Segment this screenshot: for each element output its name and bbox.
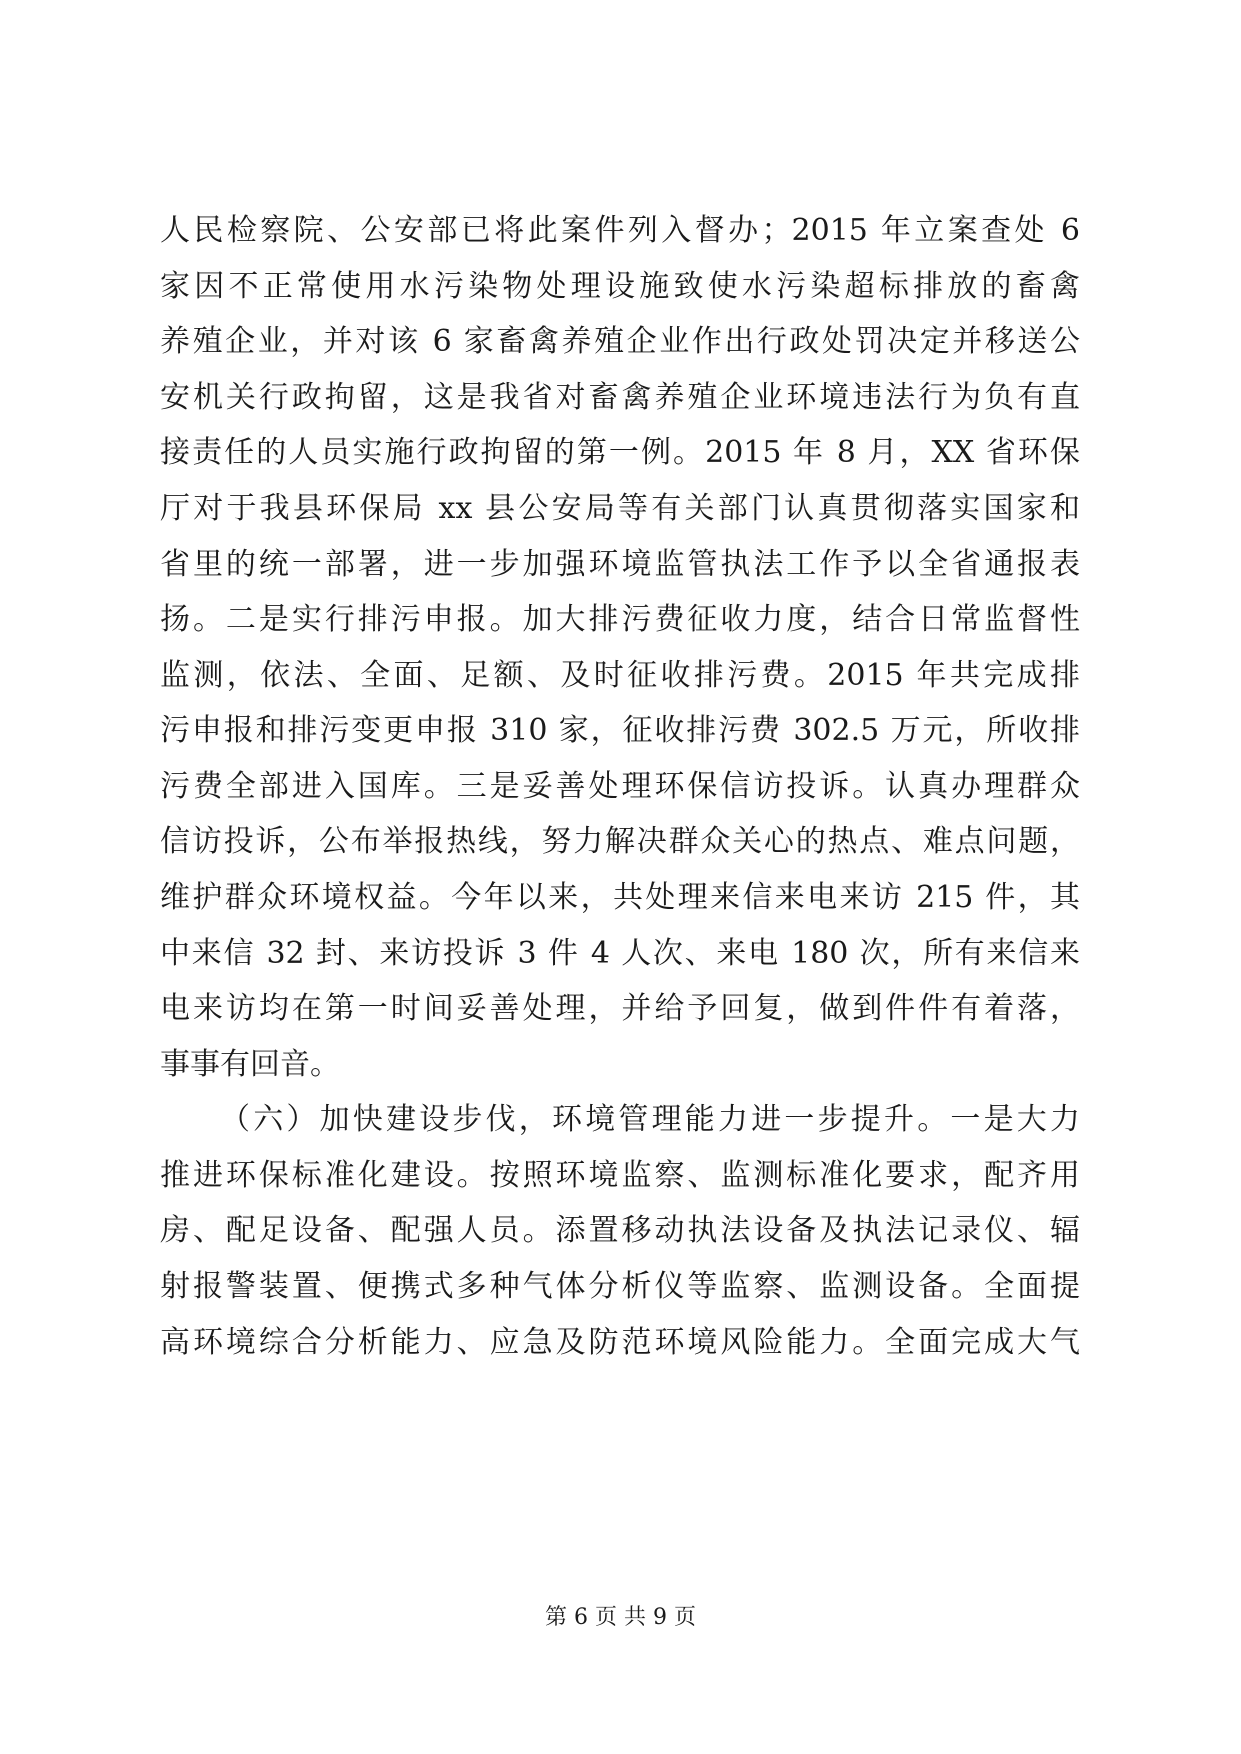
body-text-line-12: 信访投诉，公布举报热线，努力解决群众关心的热点、难点问题， (160, 824, 1080, 859)
body-text-line-21: 高环境综合分析能力、应急及防范环境风险能力。全面完成大气 (160, 1325, 1080, 1360)
body-text-line-15: 电来访均在第一时间妥善处理，并给予回复，做到件件有着落， (160, 991, 1080, 1026)
body-text-line-14: 中来信 32 封、来访投诉 3 件 4 人次、来电 180 次，所有来信来 (160, 936, 1080, 971)
body-text-line-9: 监测，依法、全面、足额、及时征收排污费。2015 年共完成排 (160, 658, 1080, 693)
body-text-line-11: 污费全部进入国库。三是妥善处理环保信访投诉。认真办理群众 (160, 769, 1080, 804)
body-text-line-1: 人民检察院、公安部已将此案件列入督办；2015 年立案查处 6 (160, 213, 1080, 248)
body-text-line-18: 推进环保标准化建设。按照环境监察、监测标准化要求，配齐用 (160, 1158, 1080, 1193)
body-text-line-4: 安机关行政拘留，这是我省对畜禽养殖企业环境违法行为负有直 (160, 380, 1080, 415)
body-text-line-3: 养殖企业，并对该 6 家畜禽养殖企业作出行政处罚决定并移送公 (160, 324, 1080, 359)
body-text-line-20: 射报警装置、便携式多种气体分析仪等监察、监测设备。全面提 (160, 1269, 1080, 1304)
body-text-line-8: 扬。二是实行排污申报。加大排污费征收力度，结合日常监督性 (160, 602, 1080, 637)
body-text-line-10: 污申报和排污变更申报 310 家，征收排污费 302.5 万元，所收排 (160, 713, 1080, 748)
body-text-line-19: 房、配足设备、配强人员。添置移动执法设备及执法记录仪、辐 (160, 1213, 1080, 1248)
page-number-footer: 第 6 页 共 9 页 (545, 1605, 696, 1630)
body-text-line-13: 维护群众环境权益。今年以来，共处理来信来电来访 215 件，其 (160, 880, 1080, 915)
body-text-line-5: 接责任的人员实施行政拘留的第一例。2015 年 8 月，XX 省环保 (160, 435, 1080, 470)
body-text-line-16: 事事有回音。 (160, 1047, 340, 1082)
body-text-line-2: 家因不正常使用水污染物处理设施致使水污染超标排放的畜禽 (160, 269, 1080, 304)
body-text-line-7: 省里的统一部署，进一步加强环境监管执法工作予以全省通报表 (160, 547, 1080, 582)
body-text-line-6: 厅对于我县环保局 xx 县公安局等有关部门认真贯彻落实国家和 (160, 491, 1080, 526)
section-heading-line: （六）加快建设步伐，环境管理能力进一步提升。一是大力 (220, 1102, 1080, 1137)
